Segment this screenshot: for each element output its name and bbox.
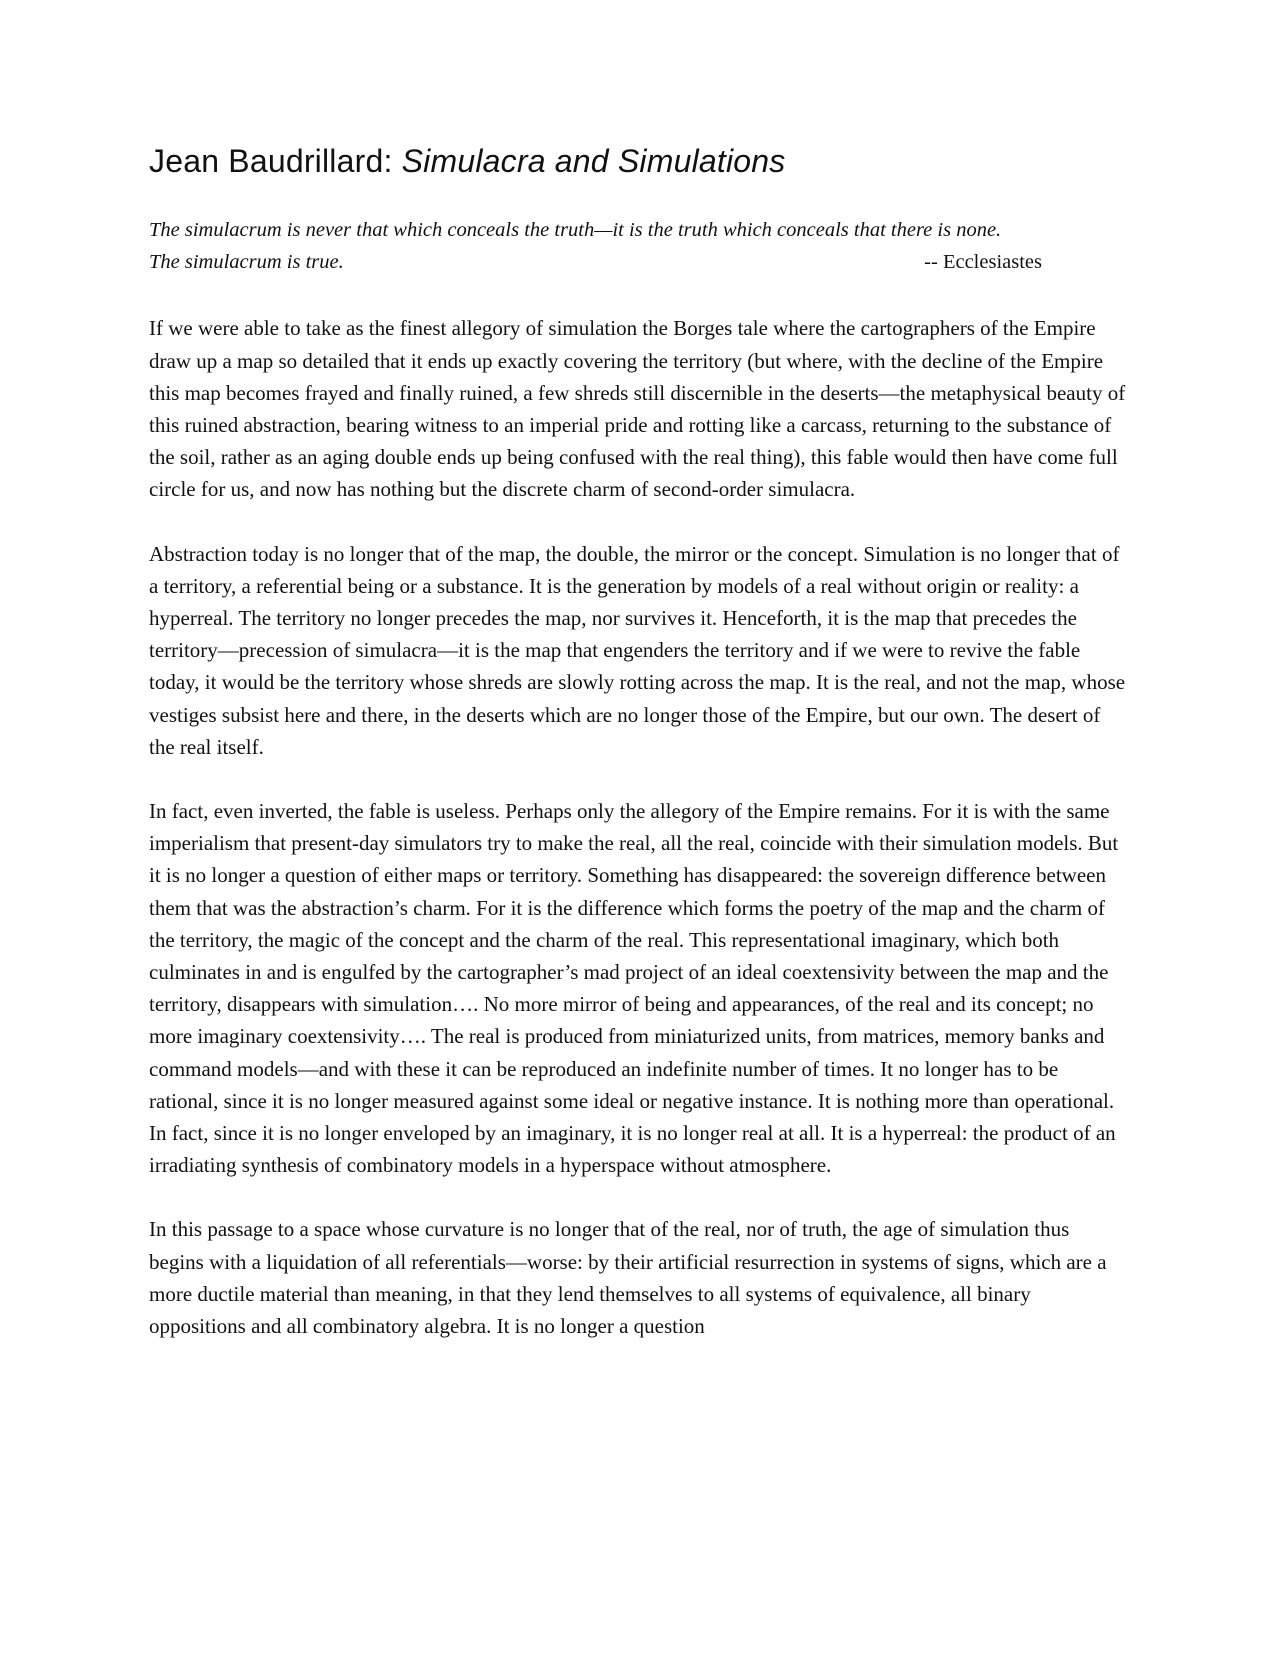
paragraph-3: In fact, even inverted, the fable is useless. Perhaps only the allegory of the Empire remains. For it is with the same imperialism that present-day simulators try to make the real, all the real, coincide with their simulation models. But it is no longer a question of either maps or territory. Something has disappeared: the sovereign difference between them that was the abstraction’s charm. For it is the difference which forms the poetry of the map and the charm of the territory, the magic of the concept and the charm of the real. This representational imaginary, which both culminates in and is engulfed by the cartographer’s mad project of an ideal coextensivity between the map and the territory, disappears with simulation…. No more mirror of being and appearances, of the real and its concept; no more imaginary coextensivity…. The real is produced from miniaturized units, from matrices, memory banks and command models—and with these it can be reproduced an indefinite number of times. It no longer has to be rational, since it is no longer measured against some ideal or negative instance. It is nothing more than operational. In fact, since it is no longer enveloped by an imaginary, it is no longer real at all. It is a hyperreal: the product of an irradiating synthesis of combinatory models in a hyperspace without atmosphere. bbox=[149, 799, 1119, 1178]
title-author: Jean Baudrillard: bbox=[149, 143, 402, 179]
paragraph-1: If we were able to take as the finest allegory of simulation the Borges tale where the cartographers of the Empire draw up a map so detailed that it ends up exactly covering the territory (but where, with the decline of the Empire this map becomes frayed and finally ruined, a few shreds still discernible in the deserts—the metaphysical beauty of this ruined abstraction, bearing witness to an imperial pride and rotting like a carcass, returning to the substance of the soil, rather as an aging double ends up being confused with the real thing), this fable would then have come full circle for us, and now has nothing but the discrete charm of second-order simulacra. bbox=[149, 316, 1126, 502]
paragraph-2: Abstraction today is no longer that of the map, the double, the mirror or the concept. Simulation is no longer that of a territory, a referential being or a substance. It is the generation by models of a real without origin or reality: a hyperreal. The territory no longer precedes the map, nor survives it. Henceforth, it is the map that precedes the territory—precession of simulacra—it is the map that engenders the territory and if we were to revive the fable today, it would be the territory whose shreds are slowly rotting across the map. It is the real, and not the map, whose vestiges subsist here and there, in the deserts which are no longer those of the Empire, but our own. The desert of the real itself. bbox=[149, 541, 1126, 759]
epigraph-line-2: The simulacrum is true. bbox=[149, 251, 344, 274]
page-title bbox=[149, 142, 1129, 180]
paragraph-4: In this passage to a space whose curvature is no longer that of the real, nor of truth, the age of simulation thus begins with a liquidation of all referentials—worse: by their artificial resurrection in systems of signs, which are a more ductile material than meaning, in that they lend themselves to all systems of equivalence, all binary oppositions and all combinatory algebra. It is no longer a question bbox=[149, 1217, 1107, 1339]
title-work: Simulacra and Simulations bbox=[401, 143, 786, 179]
epigraph-source: -- Ecclesiastes bbox=[924, 251, 1042, 274]
document-page bbox=[149, 142, 1129, 1374]
epigraph-line-1: The simulacrum is never that which conceals the truth—it is the truth which conceals that there is none. bbox=[149, 219, 1002, 242]
epigraph-row-2 bbox=[149, 246, 1042, 278]
epigraph bbox=[149, 214, 1129, 278]
